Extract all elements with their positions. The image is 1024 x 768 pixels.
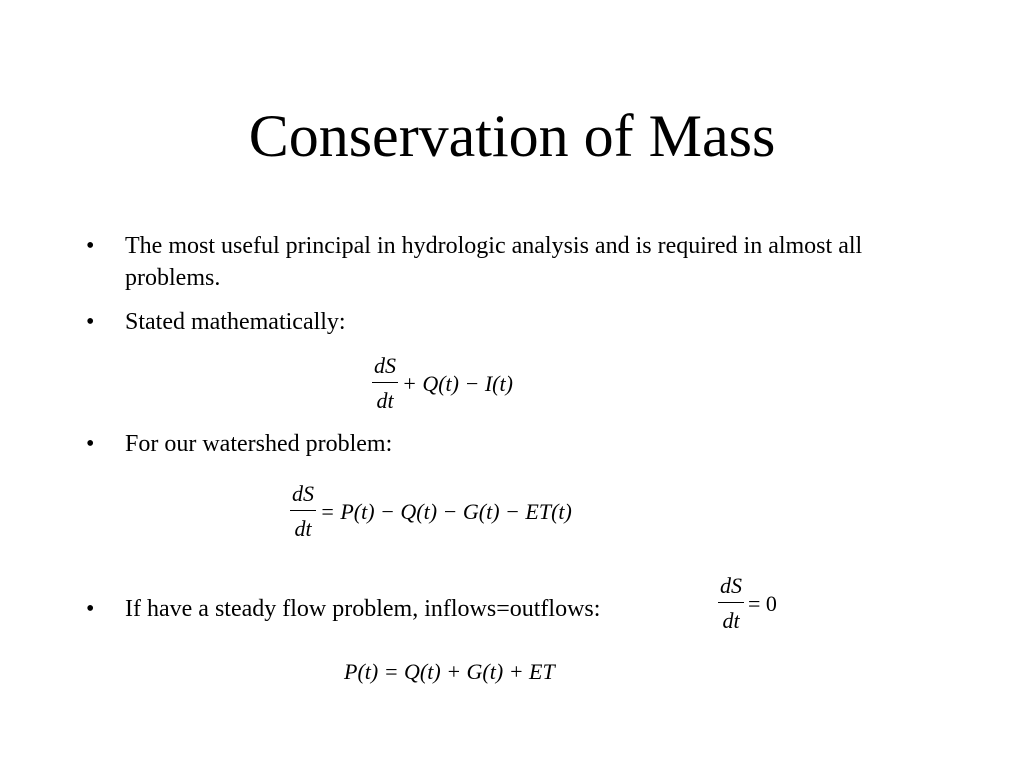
- slide-title: Conservation of Mass: [248, 103, 776, 169]
- bullet-marker: •: [86, 233, 95, 259]
- equation-rhs: = 0: [748, 590, 777, 616]
- equation-rhs: + Q(t) − I(t): [402, 370, 513, 396]
- equation-steady-derivative: [718, 573, 777, 634]
- bullet-item: [86, 306, 906, 338]
- bullet-text: If have a steady flow problem, inflows=outflows:: [125, 596, 601, 622]
- bullet-text: The most useful principal in hydrologic analysis and is required in almost all problems.: [125, 233, 863, 291]
- fraction-numerator: dS: [372, 353, 398, 383]
- fraction-denominator: dt: [294, 516, 312, 541]
- equation-stated: [372, 353, 513, 414]
- derivative-fraction: [372, 353, 398, 414]
- bullet-marker: •: [86, 431, 95, 457]
- equation-steady-balance: P(t) = Q(t) + G(t) + ET: [344, 659, 555, 684]
- equation-watershed: [290, 481, 572, 542]
- fraction-numerator: dS: [290, 481, 316, 511]
- fraction-denominator: dt: [376, 388, 394, 413]
- fraction-numerator: dS: [718, 573, 744, 603]
- derivative-fraction: [718, 573, 744, 634]
- fraction-denominator: dt: [722, 608, 740, 633]
- bullet-item: [86, 230, 906, 294]
- derivative-fraction: [290, 481, 316, 542]
- bullet-marker: •: [86, 596, 95, 622]
- equation-rhs: = P(t) − Q(t) − G(t) − ET(t): [320, 498, 572, 524]
- bullet-item: [86, 590, 906, 625]
- bullet-text: Stated mathematically:: [125, 309, 346, 335]
- bullet-marker: •: [86, 309, 95, 335]
- bullet-item: [86, 428, 906, 460]
- bullet-text: For our watershed problem:: [125, 431, 393, 457]
